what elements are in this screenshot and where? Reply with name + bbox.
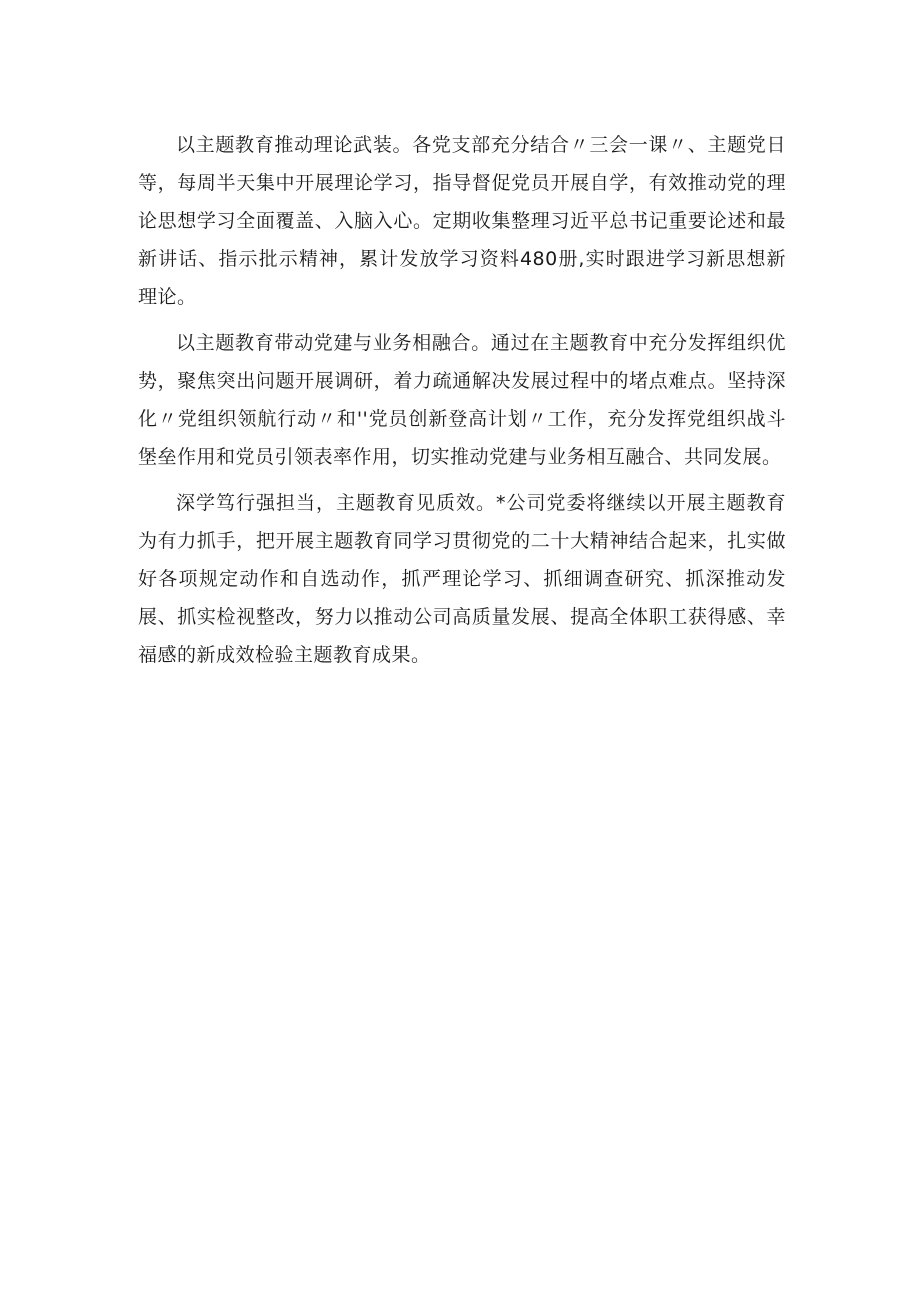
document-body	[138, 126, 786, 682]
paragraph-theory: 以主题教育推动理论武装。各党支部充分结合〃三会一课〃、主题党日等，每周半天集中开展理论学习，指导督促党员开展自学，有效推动党的理论思想学习全面覆盖、入脑入心。定期收集整理习近平总书记重要论述和最新讲话、指示批示精神，累计发放学习资料480册,实时跟进学习新思想新理论。	[138, 134, 786, 308]
paragraph-integration: 以主题教育带动党建与业务相融合。通过在主题教育中充分发挥组织优势，聚焦突出问题开展调研，着力疏通解决发展过程中的堵点难点。坚持深化〃党组织领航行动〃和''党员创新登高计划〃工作，充分发挥党组织战斗堡垒作用和党员引领表率作用，切实推动党建与业务相互融合、共同发展。	[138, 332, 786, 468]
paragraph-effectiveness: 深学笃行强担当，主题教育见质效。*公司党委将继续以开展主题教育为有力抓手，把开展主题教育同学习贯彻党的二十大精神结合起来，扎实做好各项规定动作和自选动作，抓严理论学习、抓细调查研究、抓深推动发展、抓实检视整改，努力以推动公司高质量发展、提高全体职工获得感、幸福感的新成效检验主题教育成果。	[138, 492, 786, 666]
